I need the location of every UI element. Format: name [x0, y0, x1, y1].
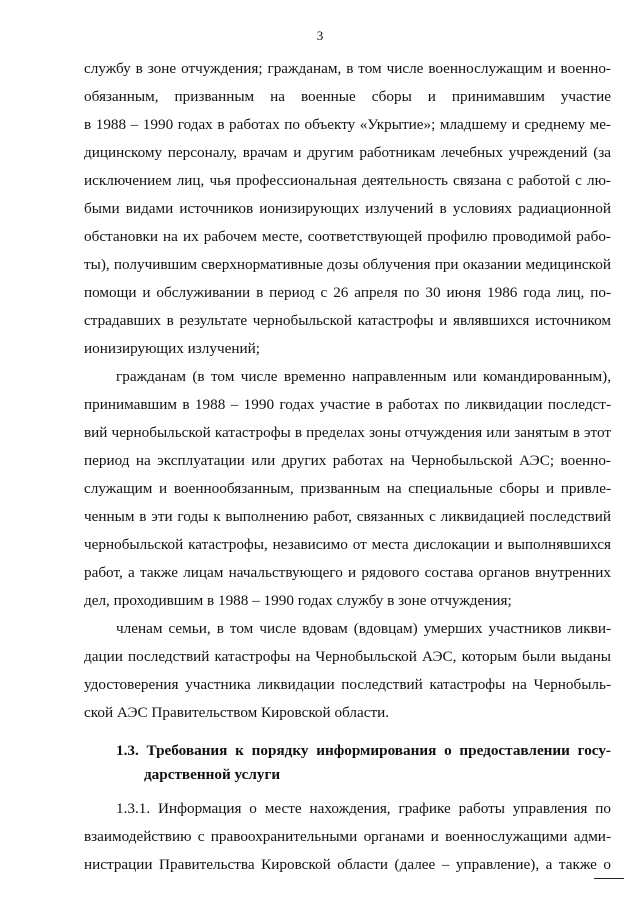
text-line: обстановки на их рабочем месте, соответствующей профилю проводимой рабо-: [84, 228, 611, 245]
text-line: взаимодействию с правоохранительными органами и военнослужащими адми-: [84, 828, 611, 845]
text-line: ской АЭС Правительством Кировской области.: [84, 704, 390, 721]
text-line: служащим и военнообязанным, призванным на специальные сборы и привле-: [84, 480, 611, 497]
text-line: гражданам (в том числе временно направленным или командированным),: [116, 368, 611, 385]
text-line: чернобыльской катастрофы, независимо от места дислокации и выполнявшихся: [84, 536, 611, 553]
text-line: период на эксплуатации или других работах на Чернобыльской АЭС; военно-: [84, 452, 611, 469]
text-line: ионизирующих излучений;: [84, 340, 260, 357]
text-line: помощи и обслуживании в период с 26 апреля по 30 июня 1986 года лиц, по-: [84, 284, 611, 301]
text-line: быми видами источников ионизирующих излучений в условиях радиационной: [84, 200, 611, 217]
text-line: ченным в эти годы к выполнению работ, связанных с ликвидацией последствий: [84, 508, 611, 525]
text-line: работ, а также лицам начальствующего и рядового состава органов внутренних: [84, 564, 611, 581]
page-number: 3: [316, 28, 324, 43]
text-line: дицинскому персоналу, врачам и другим работникам лечебных учреждений (за: [84, 144, 611, 161]
text-line: удостоверения участника ликвидации последствий катастрофы на Чернобыль-: [84, 676, 611, 693]
text-line: в 1988 – 1990 годах в работах по объекту «Укрытие»; младшему и среднему ме-: [84, 116, 611, 133]
text-line: нистрации Правительства Кировской области (далее – управление), а также о: [84, 856, 611, 873]
footer-rule: [594, 878, 624, 879]
text-line: членам семьи, в том числе вдовам (вдовцам) умерших участников ликви-: [116, 620, 611, 637]
text-line: вий чернобыльской катастрофы в пределах зоны отчуждения или занятым в этот: [84, 424, 611, 441]
heading-line: дарственной услуги: [144, 766, 281, 783]
text-line: принимавшим в 1988 – 1990 годах участие в работах по ликвидации последст-: [84, 396, 611, 413]
text-line: 1.3.1. Информация о месте нахождения, графике работы управления по: [116, 800, 611, 817]
text-line: ты), получившим сверхнормативные дозы облучения при оказании медицинской: [84, 256, 611, 273]
text-line: обязанным, призванным на военные сборы и принимавшим участие: [84, 88, 611, 105]
text-line: службу в зоне отчуждения; гражданам, в том числе военнослужащим и военно-: [84, 60, 611, 77]
text-line: исключением лиц, чья профессиональная деятельность связана с работой с лю-: [84, 172, 611, 189]
heading-line: 1.3. Требования к порядку информирования о предоставлении госу-: [116, 742, 611, 759]
text-line: страдавших в результате чернобыльской катастрофы и являвшихся источником: [84, 312, 611, 329]
text-line: дации последствий катастрофы на Чернобыльской АЭС, которым были выданы: [84, 648, 611, 665]
text-line: дел, проходившим в 1988 – 1990 годах службу в зоне отчуждения;: [84, 592, 512, 609]
